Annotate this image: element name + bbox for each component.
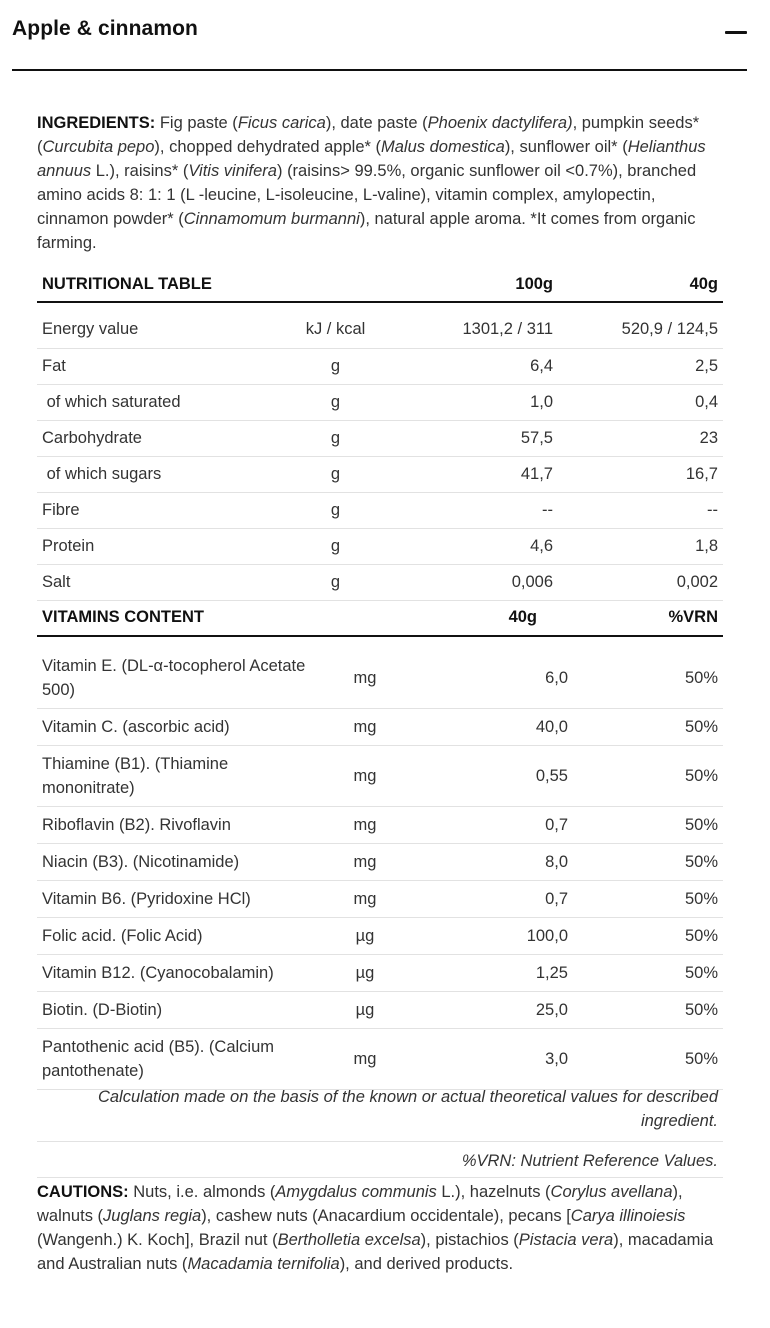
vitamins-header-vrn: %VRN xyxy=(558,600,723,636)
nutrition-row xyxy=(37,528,723,564)
latin-name: Helianthus annuus xyxy=(37,138,706,180)
calculation-note: Calculation made on the basis of the known or actual theoretical values for described ingredient. xyxy=(97,1088,718,1130)
vitamins-table xyxy=(37,638,723,1090)
latin-name: Ficus carica xyxy=(237,114,326,132)
latin-name: Corylus avellana xyxy=(550,1183,673,1201)
value-40g: 6,0 xyxy=(545,668,568,687)
text-segment: ), cashew nuts (Anacardium occidentale), pecans [ xyxy=(201,1207,571,1225)
value-40g: 0,7 xyxy=(545,889,568,908)
nutrient-unit: g xyxy=(330,428,341,447)
vitamin-row xyxy=(37,881,723,918)
nutrient-unit: g xyxy=(330,356,341,375)
text-segment: ) (raisins> 99.5%, organic sunflower oil <0.7%), branched amino acids 8: 1: 1 (L -leucine, L-isoleucine, L-valine), vitamin complex, amylopectin, cinnamon powder* ( xyxy=(37,162,697,228)
text-segment: Nuts, i.e. almonds ( xyxy=(128,1183,276,1201)
value-vrn: 50% xyxy=(684,889,718,908)
vitamin-unit: mg xyxy=(353,668,377,687)
vitamin-name: Folic acid. (Folic Acid) xyxy=(42,927,203,945)
vitamin-unit: mg xyxy=(353,815,377,834)
latin-name: Cinnamomum burmanni xyxy=(183,210,360,228)
nutrient-name: Salt xyxy=(42,572,71,591)
nutrient-unit: kJ / kcal xyxy=(305,320,366,339)
value-40g: 8,0 xyxy=(545,852,568,871)
vitamins-header-unit xyxy=(288,600,383,636)
section-header[interactable] xyxy=(12,0,747,71)
value-40g: 520,9 / 124,5 xyxy=(621,320,718,339)
nutrient-name: Protein xyxy=(42,536,95,555)
ingredients-label: INGREDIENTS: xyxy=(37,114,156,132)
value-40g: 0,002 xyxy=(676,572,718,591)
ingredients-body xyxy=(37,114,706,252)
nutrient-unit: g xyxy=(330,572,341,591)
text-segment: L.), hazelnuts ( xyxy=(436,1183,551,1201)
divider xyxy=(37,1177,723,1178)
vitamin-unit: µg xyxy=(355,926,375,945)
text-segment: ), sunflower oil* ( xyxy=(504,138,628,156)
latin-name: Bertholletia excelsa xyxy=(277,1231,421,1249)
value-40g: 0,7 xyxy=(545,815,568,834)
collapse-minus-icon[interactable] xyxy=(725,20,747,44)
vitamin-row xyxy=(37,955,723,992)
value-100g: 1,0 xyxy=(530,392,553,411)
vrn-note: %VRN: Nutrient Reference Values. xyxy=(461,1152,718,1170)
vitamin-unit: mg xyxy=(353,889,377,908)
vitamin-row xyxy=(37,648,723,709)
nutrition-header-unit xyxy=(288,268,383,302)
value-40g: 100,0 xyxy=(526,926,568,945)
value-40g: 1,8 xyxy=(695,536,718,555)
value-vrn: 50% xyxy=(684,717,718,736)
value-100g: 1301,2 / 311 xyxy=(462,320,553,339)
value-40g: 40,0 xyxy=(535,717,568,736)
nutrient-name: Fibre xyxy=(42,500,80,519)
vitamin-row xyxy=(37,1029,723,1090)
vitamin-unit: mg xyxy=(353,717,377,736)
vitamin-name: Biotin. (D-Biotin) xyxy=(42,1001,163,1019)
latin-name: Malus domestica xyxy=(381,138,505,156)
vitamin-row xyxy=(37,992,723,1029)
value-100g: 6,4 xyxy=(530,356,553,375)
vitamin-name: Thiamine (B1). (Thiamine mononitrate) xyxy=(42,755,233,797)
text-segment: ), natural apple aroma. *It comes from organic farming. xyxy=(37,210,696,252)
value-100g: 4,6 xyxy=(530,536,553,555)
nutrition-row xyxy=(37,420,723,456)
value-vrn: 50% xyxy=(684,1000,718,1019)
vitamin-unit: µg xyxy=(355,1000,375,1019)
value-vrn: 50% xyxy=(684,926,718,945)
nutrient-name: of which saturated xyxy=(42,392,181,411)
vitamin-name: Vitamin B6. (Pyridoxine HCl) xyxy=(42,890,251,908)
nutrition-row xyxy=(37,384,723,420)
text-segment: ), and derived products. xyxy=(339,1255,514,1273)
value-40g: -- xyxy=(707,500,718,519)
text-segment: ), walnuts ( xyxy=(37,1183,683,1225)
vitamin-name: Vitamin B12. (Cyanocobalamin) xyxy=(42,964,274,982)
value-40g: 23 xyxy=(699,428,718,447)
nutrient-name: Fat xyxy=(42,356,66,375)
vitamins-header-40g: 40g xyxy=(383,600,558,636)
vitamin-row xyxy=(37,918,723,955)
value-vrn: 50% xyxy=(684,852,718,871)
text-segment: (Wangenh.) K. Koch], Brazil nut ( xyxy=(37,1231,278,1249)
nutrient-name: of which sugars xyxy=(42,464,162,483)
latin-name: Macadamia ternifolia xyxy=(187,1255,340,1273)
latin-name: Amygdalus communis xyxy=(275,1183,437,1201)
cautions-body xyxy=(37,1183,713,1273)
text-segment: ), date paste ( xyxy=(325,114,428,132)
value-40g: 16,7 xyxy=(685,464,718,483)
vitamin-row xyxy=(37,807,723,844)
vitamins-header-name: VITAMINS CONTENT xyxy=(37,600,288,636)
value-vrn: 50% xyxy=(684,1049,718,1068)
value-vrn: 50% xyxy=(684,963,718,982)
latin-name: Curcubita pepo xyxy=(42,138,155,156)
latin-name: Carya illinoiesis xyxy=(570,1207,686,1225)
text-segment: ), pistachios ( xyxy=(420,1231,519,1249)
vitamin-name: Riboflavin (B2). Rivoflavin xyxy=(42,816,231,834)
nutritional-table xyxy=(37,268,723,637)
latin-name: Pistacia vera xyxy=(518,1231,614,1249)
value-40g: 0,55 xyxy=(535,766,568,785)
vitamins-table-header xyxy=(37,600,723,636)
nutrition-row xyxy=(37,492,723,528)
value-vrn: 50% xyxy=(684,668,718,687)
latin-name: Vitis vinifera xyxy=(188,162,277,180)
vitamin-name: Vitamin C. (ascorbic acid) xyxy=(42,718,230,736)
vitamins-table-body xyxy=(37,638,723,1090)
text-segment: , pumpkin seeds* ( xyxy=(37,114,700,156)
vitamin-name: Vitamin E. (DL-α-tocopherol Acetate 500) xyxy=(42,657,310,699)
value-40g: 1,25 xyxy=(535,963,568,982)
text-segment: Fig paste ( xyxy=(155,114,238,132)
cautions-text xyxy=(37,1180,723,1276)
nutrition-row xyxy=(37,312,723,348)
latin-name: Phoenix dactylifera) xyxy=(427,114,573,132)
nutrient-unit: g xyxy=(330,392,341,411)
vitamin-unit: mg xyxy=(353,1049,377,1068)
vitamin-unit: mg xyxy=(353,766,377,785)
text-segment: ), macadamia and Australian nuts ( xyxy=(37,1231,714,1273)
nutrient-unit: g xyxy=(330,500,341,519)
nutrition-row xyxy=(37,348,723,384)
value-40g: 25,0 xyxy=(535,1000,568,1019)
latin-name: Juglans regia xyxy=(103,1207,202,1225)
value-100g: 41,7 xyxy=(520,464,553,483)
vitamin-row xyxy=(37,844,723,881)
vitamin-unit: µg xyxy=(355,963,375,982)
nutrient-unit: g xyxy=(330,464,341,483)
nutrition-row xyxy=(37,564,723,600)
ingredients-text xyxy=(37,111,723,255)
nutrition-header-name: NUTRITIONAL TABLE xyxy=(37,268,288,302)
value-vrn: 50% xyxy=(684,815,718,834)
nutrient-name: Carbohydrate xyxy=(42,428,142,447)
nutrition-row xyxy=(37,456,723,492)
text-segment: L.), raisins* ( xyxy=(91,162,189,180)
cautions-label: CAUTIONS: xyxy=(37,1183,129,1201)
nutrition-header-40g: 40g xyxy=(558,268,723,302)
nutrition-header-100g: 100g xyxy=(383,268,558,302)
value-40g: 2,5 xyxy=(695,356,718,375)
nutritional-table-header xyxy=(37,268,723,302)
vitamin-name: Pantothenic acid (B5). (Calcium pantothenate) xyxy=(42,1038,279,1080)
value-vrn: 50% xyxy=(684,766,718,785)
nutrient-name: Energy value xyxy=(42,320,139,339)
vitamin-row xyxy=(37,709,723,746)
vitamin-unit: mg xyxy=(353,852,377,871)
vitamin-name: Niacin (B3). (Nicotinamide) xyxy=(42,853,240,871)
divider xyxy=(37,1141,723,1142)
value-100g: 57,5 xyxy=(520,428,553,447)
nutrient-unit: g xyxy=(330,536,341,555)
value-100g: -- xyxy=(542,500,553,519)
value-40g: 3,0 xyxy=(545,1049,568,1068)
vitamin-row xyxy=(37,746,723,807)
value-40g: 0,4 xyxy=(695,392,718,411)
section-title: Apple & cinnamon xyxy=(12,17,198,40)
nutritional-table-body xyxy=(37,302,723,600)
value-100g: 0,006 xyxy=(511,572,553,591)
text-segment: ), chopped dehydrated apple* ( xyxy=(154,138,381,156)
